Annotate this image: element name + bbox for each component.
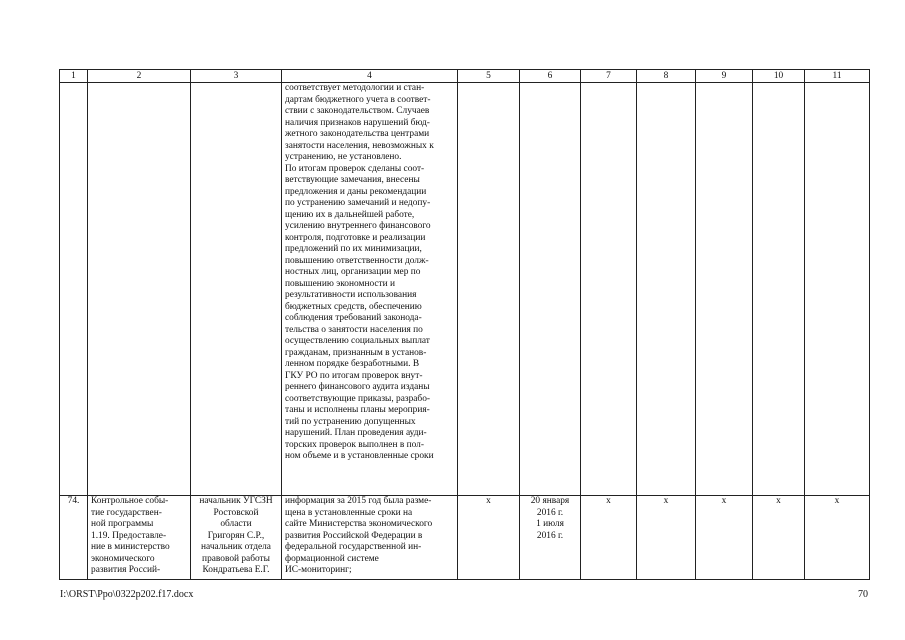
result-description-cell: информация за 2015 год была разме- щена в установленные сроки на сайте Министерства экономического развития Российской Федерации в федеральной государственной ин- формационной системе ИС-мониторинг;	[282, 496, 458, 580]
column-header: 6	[520, 70, 581, 83]
column-header: 9	[696, 70, 753, 83]
column-header: 2	[88, 70, 191, 83]
result-description-cell: соответствует методологии и стан- дартам бюджетного учета в соответ- ствии с законодательством. Случаев наличия признаков нарушений бюд- жетного законодательства центрами занятости населения, невозможных к устранению, не установлено. По итогам проверок сделаны соот- ветствующие замечания, внесены предложения и даны рекомендации по устранению замечаний и недопу- щению их в дальнейшей работе, усилению внутреннего финансового контроля, подготовке и реализации предложений по их минимизации, повышению ответственности долж- ностных лиц, организации мер по повышению экономности и результативности использования бюджетных средств, обеспечению соблюдения требований законода- тельства о занятости населения по осуществлению социальных выплат гражданам, признанным в установ- ленном порядке безработными. В ГКУ РО по итогам проверок внут- реннего финансового аудита изданы соответствующие приказы, разрабо- таны и исполнены планы мероприя- тий по устранению допущенных нарушений. План проведения ауди- торских проверок выполнен в пол- ном объеме и в установленные сроки	[282, 83, 458, 496]
table-cell: х	[696, 496, 753, 580]
table-cell	[88, 83, 191, 496]
column-header: 10	[753, 70, 805, 83]
table-cell	[637, 83, 696, 496]
column-number-row	[60, 70, 870, 83]
table-cell	[60, 83, 88, 496]
column-header: 4	[282, 70, 458, 83]
file-path: I:\ORST\Ppo\0322p202.f17.docx	[60, 589, 194, 600]
column-header: 7	[581, 70, 637, 83]
table-cell	[753, 83, 805, 496]
table-row	[60, 496, 870, 580]
table-cell: х	[753, 496, 805, 580]
table-cell	[805, 83, 870, 496]
page-number: 70	[858, 589, 868, 600]
column-header: 11	[805, 70, 870, 83]
column-header: 5	[458, 70, 520, 83]
table-cell	[520, 83, 581, 496]
table-cell: х	[581, 496, 637, 580]
column-header: 1	[60, 70, 88, 83]
event-name-cell: Контрольное собы- тие государствен- ной программы 1.19. Предоставле- ние в министерство экономического развития Россий-	[88, 496, 191, 580]
date-cell: 20 января 2016 г. 1 июля 2016 г.	[520, 496, 581, 580]
table-cell: х	[458, 496, 520, 580]
table-cell	[191, 83, 282, 496]
table-cell: х	[637, 496, 696, 580]
table-cell	[581, 83, 637, 496]
column-header: 8	[637, 70, 696, 83]
table-cell	[696, 83, 753, 496]
table-cell	[458, 83, 520, 496]
column-header: 3	[191, 70, 282, 83]
table-cell: х	[805, 496, 870, 580]
table-row	[60, 83, 870, 496]
row-number: 74.	[60, 496, 88, 580]
plan-table	[59, 69, 870, 580]
responsible-cell: начальник УГСЗН Ростовской области Григорян С.Р., начальник отдела правовой работы Кондратьева Е.Г.	[191, 496, 282, 580]
